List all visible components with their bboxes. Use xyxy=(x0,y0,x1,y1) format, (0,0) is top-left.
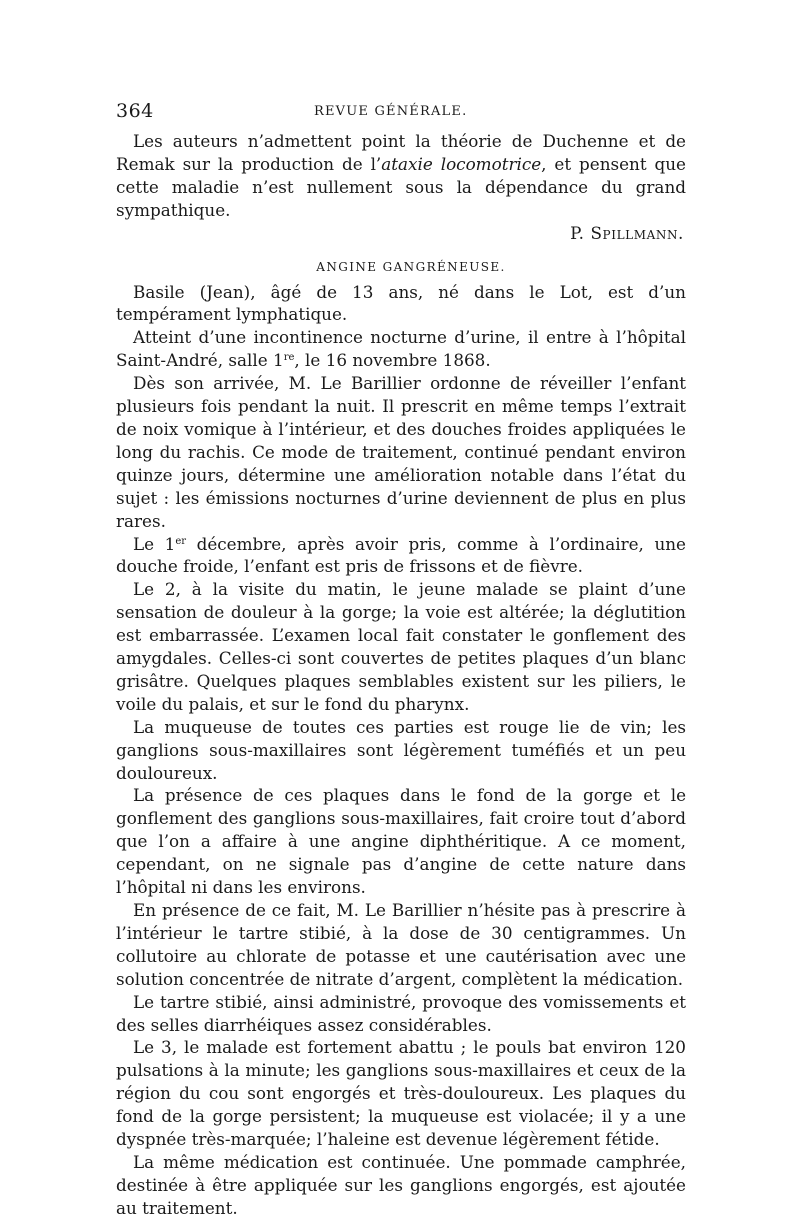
paragraph-2 xyxy=(116,326,686,372)
text-column xyxy=(116,98,686,1220)
paragraph-5: Le 2, à la visite du matin, le jeune malade se plaint d’une sensation de douleur à la gorge; la voie est altérée; la déglutition est embarrassée. L’examen local fait constater le gonflement des amygdales. Celles-ci sont couvertes de petites plaques d’un blanc grisâtre. Quelques plaques semblables existent sur les piliers, le voile du palais, et sur le fond du pharynx. xyxy=(116,579,686,714)
paragraph-8: En présence de ce fait, M. Le Barillier n’hésite pas à prescrire à l’intérieur le tartre stibié, à la dose de 30 centigrammes. Un collutoire au chlorate de potasse et une cautérisation avec une solution concentrée de nitrate d’argent, complètent la médication. xyxy=(116,900,686,989)
intro-text-part1: Les auteurs n’admettent point la théorie de Duchenne et de Remak sur la production de l’ xyxy=(116,131,686,174)
paragraph-2-text: Atteint d’une incontinence nocturne d’urine, il entre à l’hôpital Saint-André, salle 1 xyxy=(116,327,686,371)
paragraph-10: Le 3, le malade est fortement abattu ; le pouls bat environ 120 pulsations à la minute; les ganglions sous-maxillaires et ceux de la région du cou sont engorgés et très-douloureux. Les plaques du fond de la gorge persistent; la muqueuse est violacée; il y a une dyspnée très-marquée; l’haleine est devenue légèrement fétide. xyxy=(116,1037,686,1150)
paragraph-4-superscript: er xyxy=(175,535,187,547)
page-number: 364 xyxy=(116,100,154,122)
paragraph-4 xyxy=(116,533,686,579)
intro-text-part2: , et pensent que cette maladie n’est nullement sous la dépendance du grand sympathique. xyxy=(116,153,686,220)
running-title: REVUE GÉNÉRALE. xyxy=(314,104,468,119)
paragraph-2-end: , le 16 novembre 1868. xyxy=(294,350,491,371)
signature-initial: P. xyxy=(570,222,591,243)
intro-italic-term: ataxie locomotrice xyxy=(381,153,542,174)
paragraph-7: La présence de ces plaques dans le fond de la gorge et le gonflement des ganglions sous-maxillaires, fait croire tout d’abord que l’on a affaire à une angine diphthéritique. A ce moment, cependant, on ne signale pas d’angine de cette nature dans l’hôpital ni dans les environs. xyxy=(116,785,686,898)
paragraph-2-superscript: re xyxy=(283,352,295,364)
paragraph-11: La même médication est continuée. Une pommade camphrée, destinée à être appliquée sur les ganglions engorgés, est ajoutée au traitement. xyxy=(116,1151,686,1218)
paragraph-4-end: décembre, après avoir pris, comme à l’ordinaire, une douche froide, l’enfant est pris de frissons et de fièvre. xyxy=(116,533,686,577)
intro-paragraph xyxy=(116,130,686,222)
paragraph-3: Dès son arrivée, M. Le Barillier ordonne de réveiller l’enfant plusieurs fois pendant la nuit. Il prescrit en même temps l’extrait de noix vomique à l’intérieur, et des douches froides appliquées le long du rachis. Ce mode de traitement, continué pendant environ quinze jours, détermine une amélioration notable dans l’état du sujet : les émissions nocturnes d’urine deviennent de plus en plus rares. xyxy=(116,373,686,531)
paragraph-9: Le tartre stibié, ainsi administré, provoque des vomissements et des selles diarrhéiques assez considérables. xyxy=(116,991,686,1035)
paragraph-1: Basile (Jean), âgé de 13 ans, né dans le Lot, est d’un tempérament lymphatique. xyxy=(116,281,686,325)
section-heading: ANGINE GANGRÉNEUSE. xyxy=(316,259,506,274)
signature-name: Spillmann. xyxy=(590,222,684,243)
running-head xyxy=(116,98,686,130)
paragraph-4-start: Le 1 xyxy=(133,533,176,554)
author-signature xyxy=(116,222,686,245)
paragraph-6: La muqueuse de toutes ces parties est rouge lie de vin; les ganglions sous-maxillaires sont légèrement tuméfiés et un peu douloureux. xyxy=(116,716,686,783)
